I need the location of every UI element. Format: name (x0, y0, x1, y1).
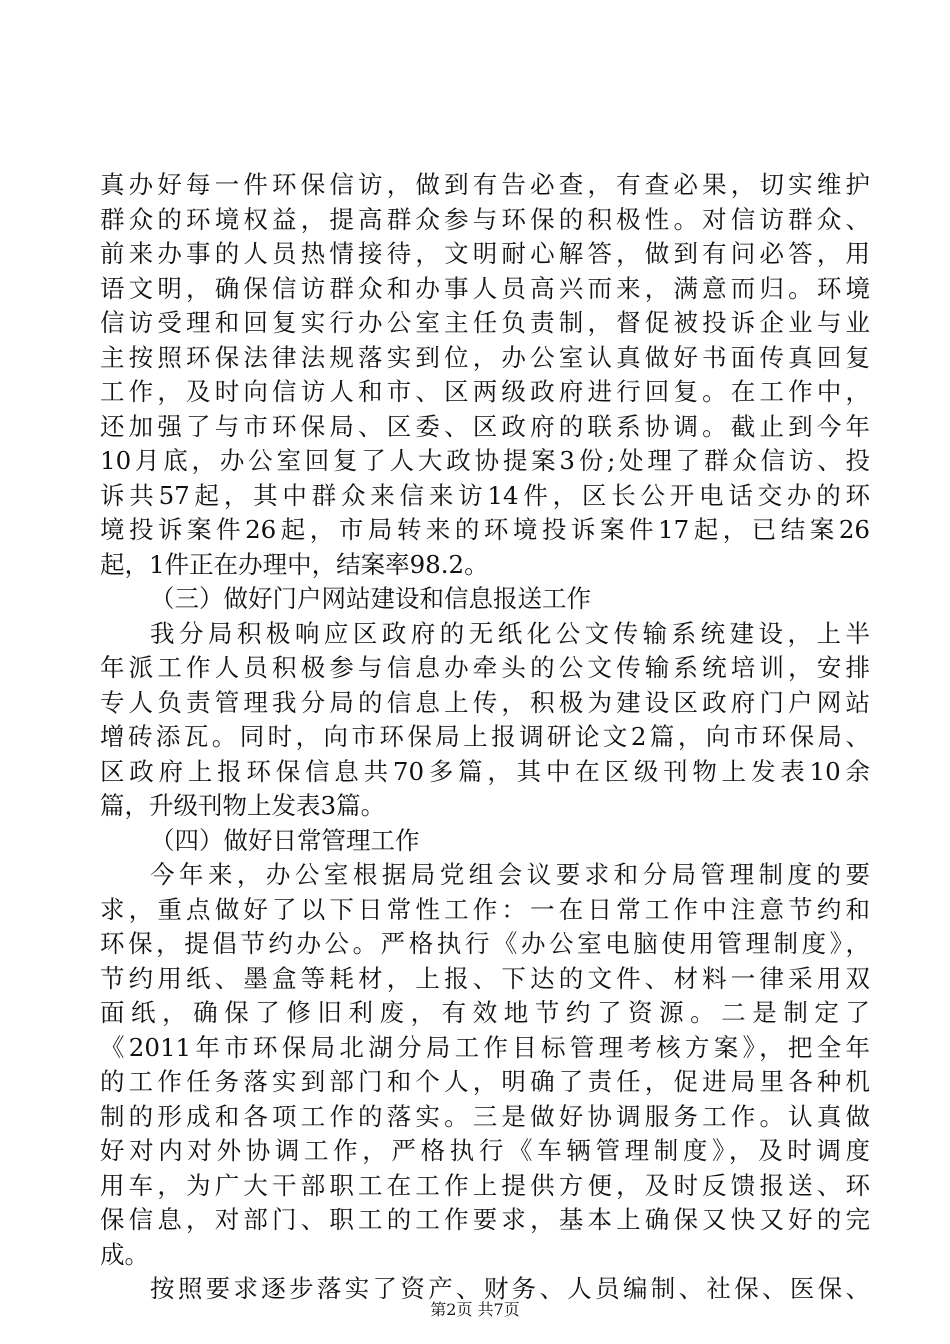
text-line: 10月底，办公室回复了人大政协提案3份;处理了群众信访、投 (100, 446, 870, 475)
paragraph-website-info (100, 617, 870, 824)
text-line: 群众的环境权益，提高群众参与环保的积极性。对信访群众、 (100, 204, 870, 234)
text-line: 前来办事的人员热情接待，文明耐心解答，做到有问必答，用 (100, 239, 870, 268)
page-number-footer: 第2页 共7页 (430, 1300, 520, 1319)
text-line: 《2011年市环保局北湖分局工作目标管理考核方案》，把全年 (100, 1032, 870, 1062)
text-line: 节约用纸、墨盒等耗材，上报、下达的文件、材料一律采用双 (100, 963, 870, 993)
text-line: 用车，为广大干部职工在工作上提供方便，及时反馈报送、环 (100, 1170, 870, 1200)
text-line: 专人负责管理我分局的信息上传，积极为建设区政府门户网站 (100, 687, 870, 717)
text-line: 面纸，确保了修旧利废，有效地节约了资源。二是制定了 (100, 998, 870, 1027)
text-line: 年派工作人员积极参与信息办牵头的公文传输系统培训，安排 (100, 653, 870, 682)
text-line: 起，1件正在办理中，结案率98.2。 (100, 549, 489, 579)
text-line: 成。 (100, 1239, 149, 1269)
text-line: 信访受理和回复实行办公室主任负责制，督促被投诉企业与业 (100, 308, 870, 337)
text-line: 增砖添瓦。同时，向市环保局上报调研论文2篇，向市环保局、 (100, 722, 870, 751)
text-line: 篇，升级刊物上发表3篇。 (100, 791, 386, 820)
text-line: 区政府上报环保信息共70多篇，其中在区级刊物上发表10余 (100, 756, 870, 786)
text-line: 制的形成和各项工作的落实。三是做好协调服务工作。认真做 (100, 1101, 870, 1131)
text-line: 求，重点做好了以下日常性工作：一在日常工作中注意节约和 (100, 894, 870, 924)
text-line: 环保，提倡节约办公。严格执行《办公室电脑使用管理制度》， (100, 929, 870, 958)
text-line: 我分局积极响应区政府的无纸化公文传输系统建设，上半 (150, 618, 870, 648)
text-line: 境投诉案件26起，市局转来的环境投诉案件17起，已结案26 (100, 515, 870, 544)
text-line: 还加强了与市环保局、区委、区政府的联系协调。截止到今年 (100, 411, 870, 441)
text-line: 按照要求逐步落实了资产、财务、人员编制、社保、医保、 (150, 1274, 870, 1303)
text-line: 好对内对外协调工作，严格执行《车辆管理制度》，及时调度 (100, 1136, 870, 1165)
section-heading-daily-management: （四）做好日常管理工作 (150, 825, 420, 855)
section-heading-website: （三）做好门户网站建设和信息报送工作 (150, 584, 591, 613)
text-line: 的工作任务落实到部门和个人，明确了责任，促进局里各种机 (100, 1067, 870, 1096)
paragraph-daily-management (100, 858, 870, 1272)
text-line: 工作，及时向信访人和市、区两级政府进行回复。在工作中， (100, 377, 870, 406)
document-body (100, 168, 870, 1307)
text-line: 保信息，对部门、职工的工作要求，基本上确保又快又好的完 (100, 1205, 870, 1234)
text-line: 今年来，办公室根据局党组会议要求和分局管理制度的要 (150, 860, 870, 889)
text-line: 诉共57起，其中群众来信来访14件，区长公开电话交办的环 (100, 480, 870, 510)
paragraph-environmental-petitions (100, 168, 870, 582)
text-line: 语文明，确保信访群众和办事人员高兴而来，满意而归。环境 (100, 273, 870, 303)
text-line: 主按照环保法律法规落实到位，办公室认真做好书面传真回复 (100, 342, 870, 372)
text-line: 真办好每一件环保信访，做到有告必查，有查必果，切实维护 (100, 170, 870, 199)
